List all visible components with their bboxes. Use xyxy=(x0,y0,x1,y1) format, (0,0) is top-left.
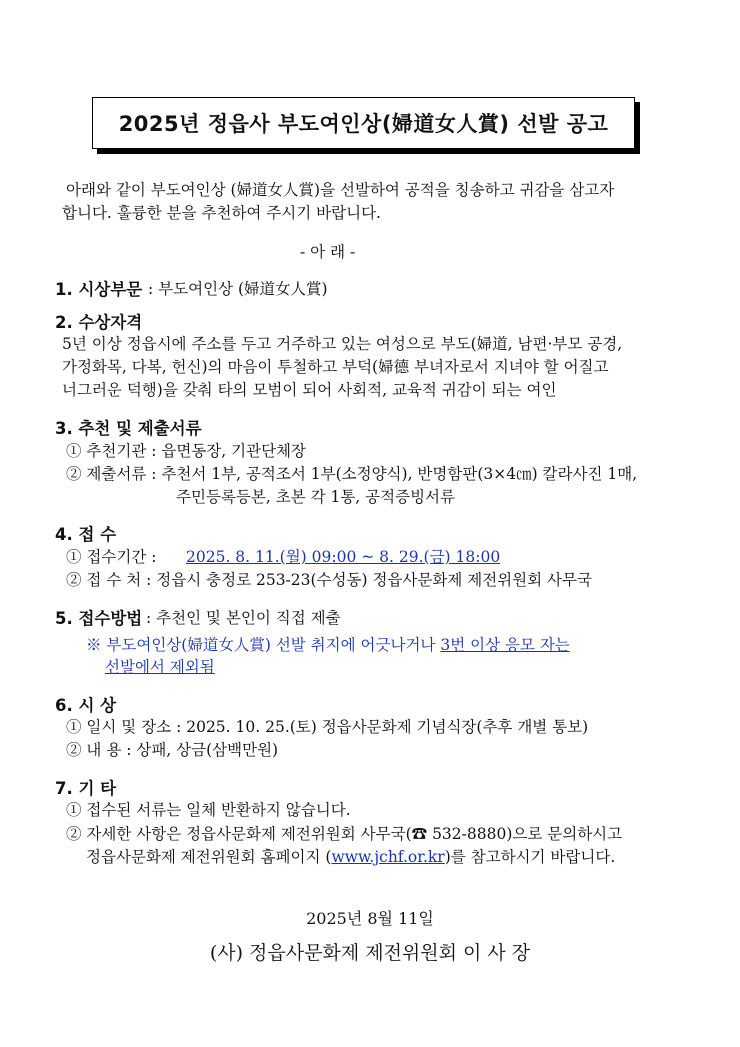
section-3-item-2-cont: 주민등록등본, 초본 각 1통, 공적증빙서류 xyxy=(176,488,455,506)
homepage-link[interactable]: www.jchf.or.kr xyxy=(331,848,445,866)
section-7-item-1: ① 접수된 서류는 일체 반환하지 않습니다. xyxy=(66,801,351,819)
section-1-text: : 부도여인상 (婦道女人賞) xyxy=(148,280,328,298)
section-5-note xyxy=(86,633,570,655)
section-7-item-3b: )를 참고하시기 바랍니다. xyxy=(444,848,616,866)
section-4-place: ② 접 수 처 : 정읍시 충정로 253-23(수성동) 정읍사문화제 제전위원회 사무국 xyxy=(66,571,592,589)
section-2-line-3: 너그러운 덕행)을 갖춰 타의 모범이 되어 사회적, 교육적 귀감이 되는 여인 xyxy=(62,381,557,399)
section-3-heading: 3. 추천 및 제출서류 xyxy=(55,419,202,438)
section-1-heading: 1. 시상부문 xyxy=(55,280,143,299)
section-6-item-1: ① 일시 및 장소 : 2025. 10. 25.(토) 정읍사문화제 기념식장(추후 개별 통보) xyxy=(66,718,589,736)
section-2-heading: 2. 수상자격 xyxy=(55,313,143,332)
section-4-heading: 4. 접 수 xyxy=(55,525,117,544)
section-4-period-value: 2025. 8. 11.(월) 09:00 ~ 8. 29.(금) 18:00 xyxy=(186,548,501,566)
section-7-item-3a: 정읍사문화제 제전위원회 홈페이지 ( xyxy=(86,848,332,866)
section-7-item-3 xyxy=(86,845,615,867)
section-5-note-c: 선발에서 제외됨 xyxy=(105,658,215,676)
intro-line-2: 합니다. 훌륭한 분을 추천하여 주시기 바랍니다. xyxy=(62,204,381,222)
below-marker: - 아 래 - xyxy=(300,243,356,261)
title-box xyxy=(92,97,635,149)
section-3-item-1: ① 추천기관 : 읍면동장, 기관단체장 xyxy=(66,442,307,460)
section-5-note-a: ※ 부도여인상(婦道女人賞) 선발 취지에 어긋나거나 xyxy=(86,636,441,654)
announcement-date: 2025년 8월 11일 xyxy=(306,909,434,928)
section-2-line-2: 가정화목, 다복, 헌신)의 마음이 투철하고 부덕(婦德 부녀자로서 지녀야 할 어질고 xyxy=(62,358,609,376)
section-4-period-label: ① 접수기간 : xyxy=(66,548,157,566)
section-7-heading: 7. 기 타 xyxy=(55,779,117,798)
section-2-line-1: 5년 이상 정읍시에 주소를 두고 거주하고 있는 여성으로 부도(婦道, 남편·부모 공경, xyxy=(62,335,623,353)
section-7-item-2: ② 자세한 사항은 정읍사문화제 제전위원회 사무국(☎ 532-8880)으로 문의하시고 xyxy=(66,825,623,843)
section-5-note-b: 3번 이상 응모 자는 xyxy=(440,636,570,654)
section-5-text: : 추천인 및 본인이 직접 제출 xyxy=(146,609,341,627)
section-6-heading: 6. 시 상 xyxy=(55,696,117,715)
intro-line-1: 아래와 같이 부도여인상 (婦道女人賞)을 선발하여 공적을 칭송하고 귀감을 삼고자 xyxy=(66,181,615,199)
section-3-item-2: ② 제출서류 : 추천서 1부, 공적조서 1부(소정양식), 반명함판(3×4㎝) 칼라사진 1매, xyxy=(66,465,638,483)
section-5-heading: 5. 접수방법 xyxy=(55,609,143,628)
section-6-item-2: ② 내 용 : 상패, 상금(삼백만원) xyxy=(66,741,279,759)
issuing-organization: (사) 정읍사문화제 제전위원회 이 사 장 xyxy=(209,942,531,964)
page-title: 2025년 정읍사 부도여인상(婦道女人賞) 선발 공고 xyxy=(118,112,609,136)
